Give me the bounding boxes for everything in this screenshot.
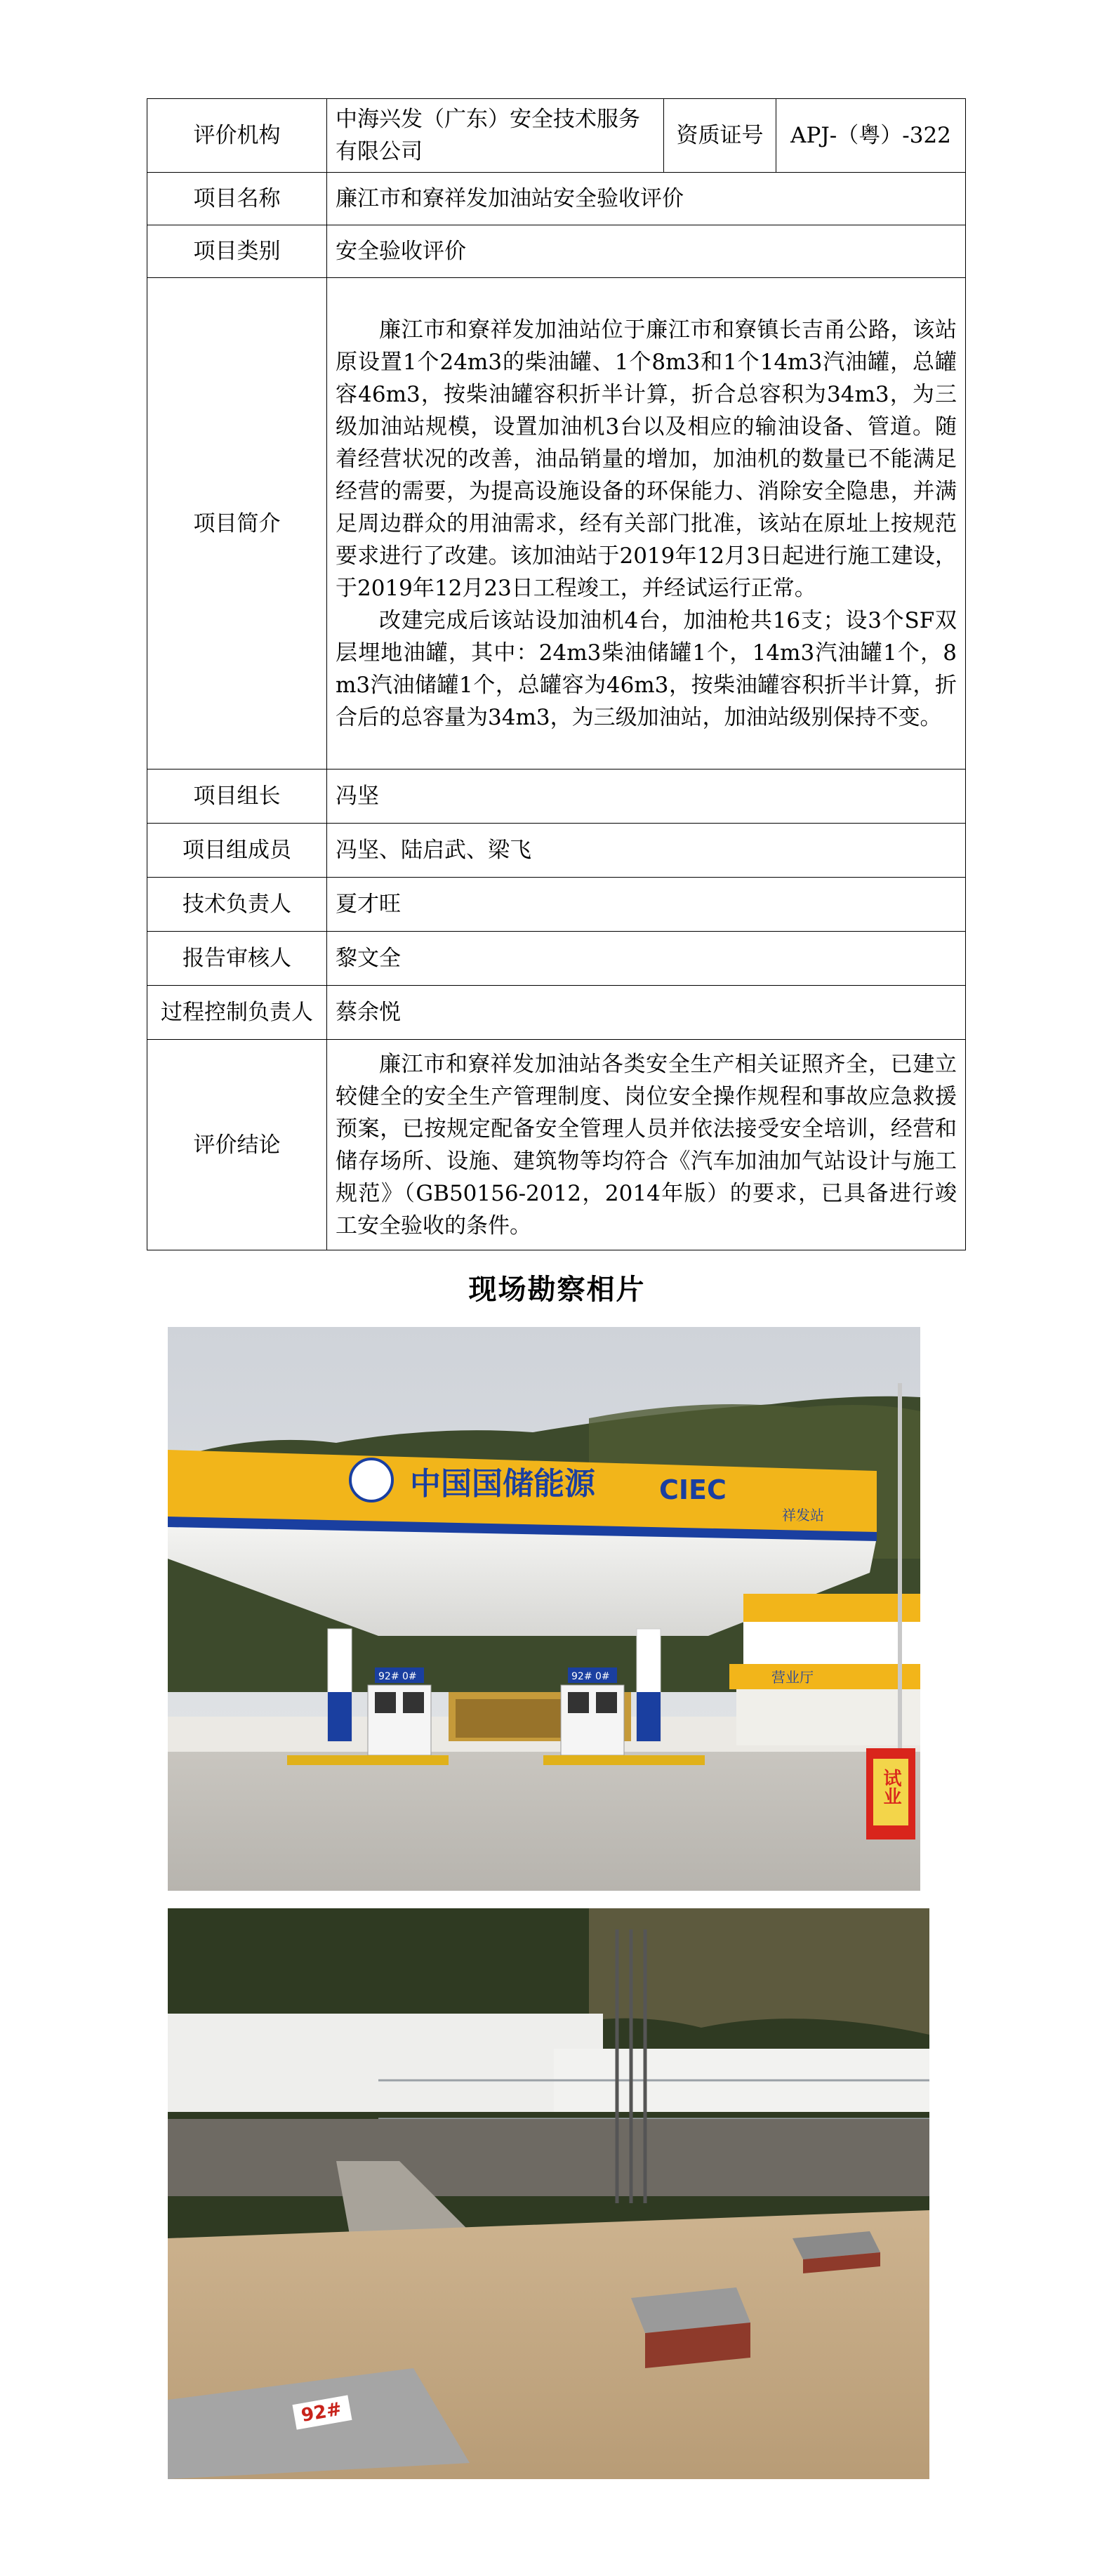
pump-sign-left-text: 92# 0# bbox=[378, 1671, 417, 1682]
conclusion-value bbox=[327, 1040, 966, 1250]
intro-value bbox=[327, 278, 966, 770]
station-canopy-illustration bbox=[168, 1327, 920, 1891]
row-reviewer bbox=[147, 932, 966, 986]
photo-station-canopy bbox=[168, 1327, 920, 1891]
row-tech bbox=[147, 878, 966, 932]
lamp-post bbox=[898, 1383, 902, 1748]
conclusion-paragraph: 廉江市和寮祥发加油站各类安全生产相关证照齐全，已建立较健全的安全生产管理制度、岗位安全操作规程和事故应急救援预案，已按规定配备安全管理人员并依法接受安全培训，经营和储存场所、设施、建筑物等均符合《汽车加油加气站设计与施工规范》（GB50156-2012，2014年版）的要求，已具备进行竣工安全验收的条件。 bbox=[336, 1051, 957, 1239]
conclusion-label: 评价结论 bbox=[147, 1040, 327, 1250]
forecourt-ground bbox=[168, 1748, 920, 1891]
tank-area-illustration bbox=[168, 1908, 929, 2479]
manhole-cover-center bbox=[631, 2287, 750, 2368]
leader-value: 冯坚 bbox=[327, 770, 966, 824]
retaining-wall bbox=[168, 2119, 929, 2196]
canopy-brand-text: 中国国储能源 bbox=[410, 1466, 595, 1502]
pillar-left-base bbox=[328, 1692, 352, 1741]
canopy-brand-en: CIEC bbox=[659, 1474, 727, 1505]
pump-island-left bbox=[287, 1755, 449, 1765]
org-label: 评价机构 bbox=[147, 99, 327, 173]
tech-label: 技术负责人 bbox=[147, 878, 327, 932]
side-building-fascia bbox=[743, 1594, 920, 1622]
reviewer-value: 黎文全 bbox=[327, 932, 966, 986]
side-building-wall bbox=[736, 1689, 920, 1745]
type-label: 项目类别 bbox=[147, 225, 327, 278]
pump-island-right bbox=[543, 1755, 705, 1765]
members-value: 冯坚、陆启武、梁飞 bbox=[327, 824, 966, 878]
side-building-upper bbox=[743, 1622, 920, 1664]
row-name bbox=[147, 173, 966, 225]
org-value: 中海兴发（广东）安全技术服务有限公司 bbox=[327, 99, 664, 173]
process-label: 过程控制负责人 bbox=[147, 986, 327, 1040]
pump-sign-right-text: 92# 0# bbox=[571, 1671, 610, 1682]
reviewer-label: 报告审核人 bbox=[147, 932, 327, 986]
intro-label: 项目简介 bbox=[147, 278, 327, 770]
row-process bbox=[147, 986, 966, 1040]
fuel-pump-right-display-2 bbox=[596, 1692, 617, 1713]
cert-label: 资质证号 bbox=[664, 99, 776, 173]
fuel-pump-left-display bbox=[375, 1692, 396, 1713]
side-building-canopy bbox=[729, 1664, 920, 1689]
type-value: 安全验收评价 bbox=[327, 225, 966, 278]
photo-tank-area bbox=[168, 1908, 929, 2479]
photos-title: 现场勘察相片 bbox=[468, 1274, 646, 1306]
leader-label: 项目组长 bbox=[147, 770, 327, 824]
pillar-right-base bbox=[637, 1692, 661, 1741]
row-intro bbox=[147, 278, 966, 770]
row-org bbox=[147, 99, 966, 173]
row-conclusion bbox=[147, 1040, 966, 1250]
fuel-pump-right-display bbox=[568, 1692, 589, 1713]
intro-paragraph-1: 廉江市和寮祥发加油站位于廉江市和寮镇长吉甬公路，该站原设置1个24m3的柴油罐、1个8m3和1个14m3汽油罐，总罐容46m3，按柴油罐容积折半计算，折合总容积为34m3，为三级加油站规模，设置加油机3台以及相应的输油设备、管道。随着经营状况的改善，油品销量的增加，加油机的数量已不能满足经营的需要，为提高设施设备的环保能力、消除安全隐患，并满足周边群众的用油需求，经有关部门批准，该站在原址上按规范要求进行了改建。该加油站于2019年12月3日起进行施工建设，于2019年12月23日工程竣工，并经试运行正常。 bbox=[336, 317, 957, 601]
brand-logo-icon bbox=[350, 1459, 392, 1501]
project-info-table bbox=[147, 98, 966, 1250]
name-value: 廉江市和寮祥发加油站安全验收评价 bbox=[327, 173, 966, 225]
tech-value: 夏才旺 bbox=[327, 878, 966, 932]
white-wall-left bbox=[168, 2014, 603, 2112]
members-label: 项目组成员 bbox=[147, 824, 327, 878]
row-type bbox=[147, 225, 966, 278]
name-label: 项目名称 bbox=[147, 173, 327, 225]
process-value: 蔡余悦 bbox=[327, 986, 966, 1040]
manhole-cover-right bbox=[793, 2231, 880, 2273]
fuel-pump-left-display-2 bbox=[403, 1692, 424, 1713]
trial-sign-text: 试业 bbox=[880, 1769, 901, 1805]
cert-value: APJ-（粤）-322 bbox=[776, 99, 966, 173]
row-members bbox=[147, 824, 966, 878]
row-leader bbox=[147, 770, 966, 824]
side-building-sign: 营业厅 bbox=[771, 1669, 814, 1686]
hillside-dry bbox=[589, 1908, 929, 2035]
station-tag: 祥发站 bbox=[782, 1507, 824, 1524]
intro-paragraph-2: 改建完成后该站设加油机4台，加油枪共16支；设3个SF双层埋地油罐，其中：24m3柴油储罐1个，14m3汽油罐1个，8m3汽油储罐1个，总罐容为46m3，按柴油罐容积折半计算，折合后的总容量为34m3，为三级加油站，加油站级别保持不变。 bbox=[336, 607, 957, 730]
tank-marker-text: 92# bbox=[299, 2398, 344, 2426]
